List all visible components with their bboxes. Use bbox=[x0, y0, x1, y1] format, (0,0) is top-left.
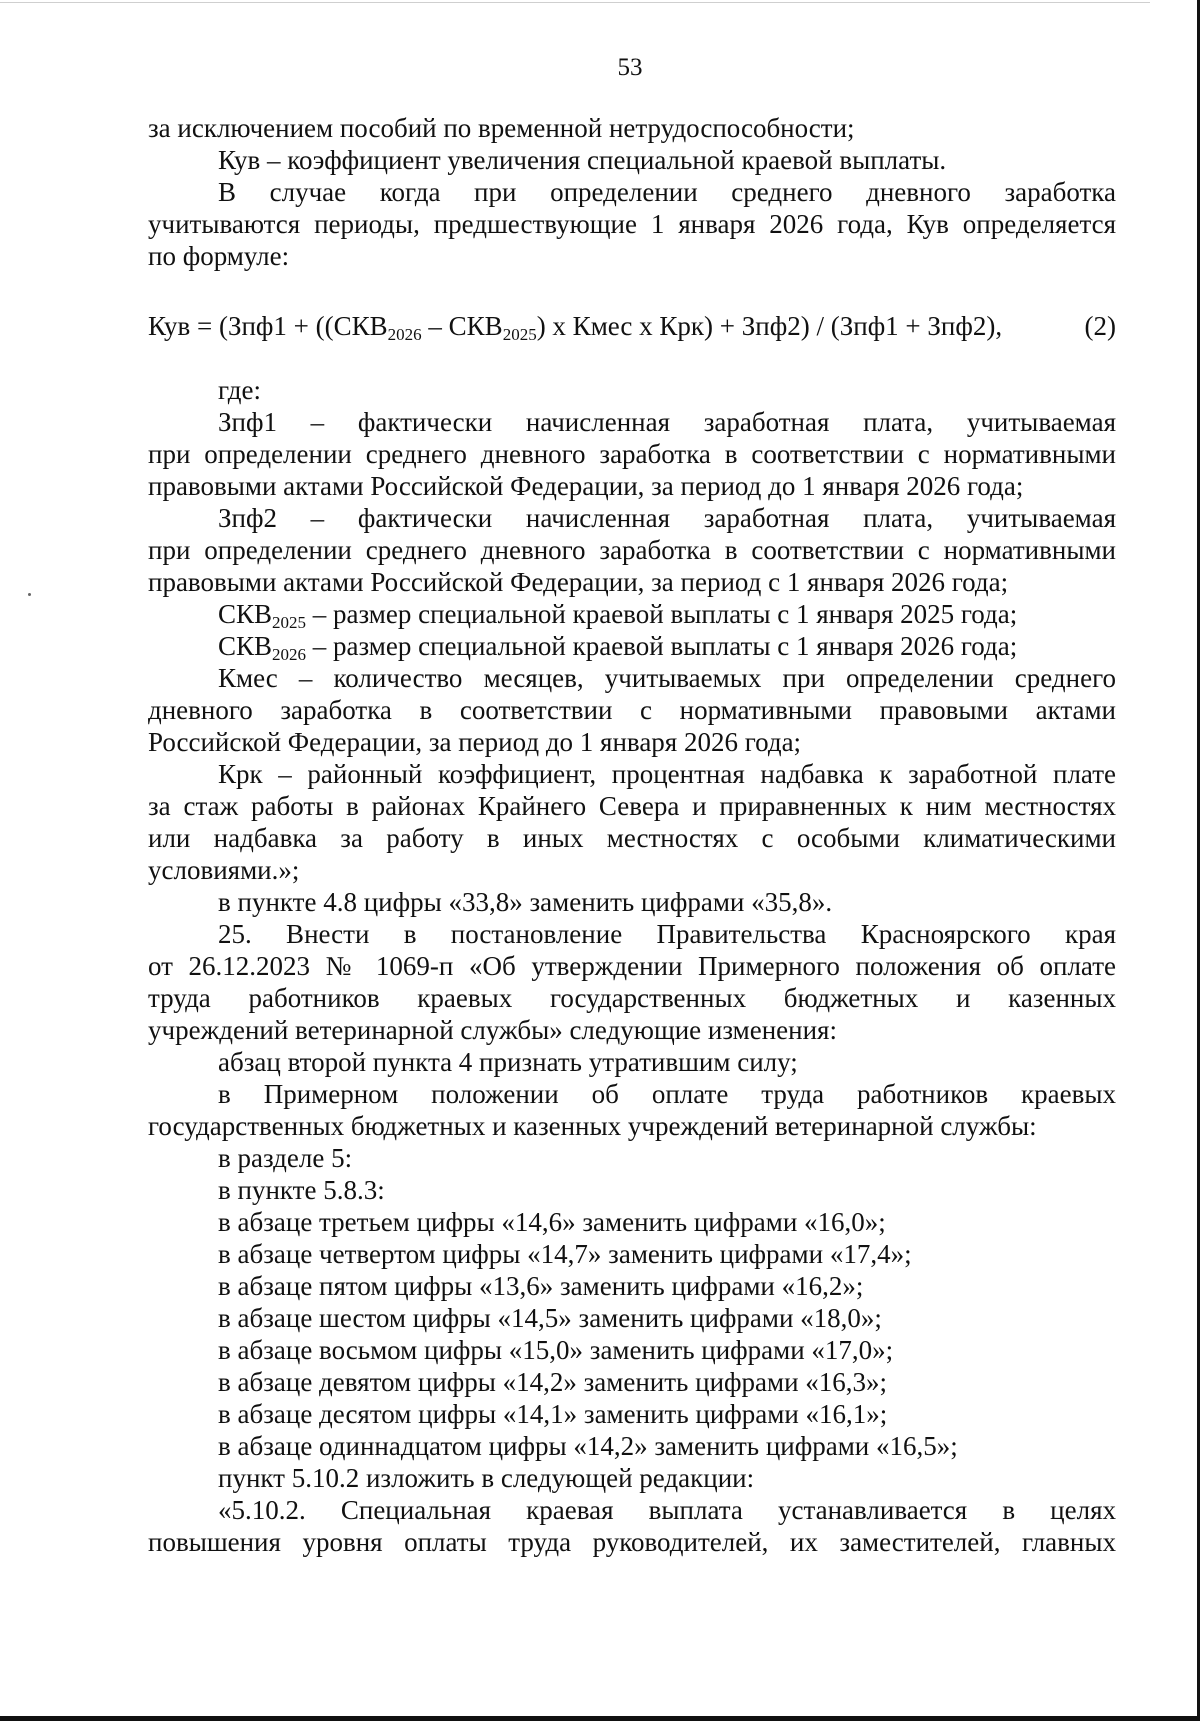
text-line: условиями.»; bbox=[148, 855, 300, 885]
where-label: где: bbox=[218, 375, 261, 405]
text-line: абзац второй пункта 4 признать утратившим силу; bbox=[218, 1047, 798, 1077]
skv2025-definition: $СКВ_{2025}$ – размер специальной краевой выплаты с 1 января 2025 года; bbox=[218, 599, 1018, 630]
text-line: «5.10.2. Специальная краевая выплата устанавливается в целях bbox=[218, 1495, 1116, 1525]
text-line: учреждений ветеринарной службы» следующие изменения: bbox=[148, 1015, 837, 1045]
text-line: в абзаце восьмом цифры «15,0» заменить цифрами «17,0»; bbox=[218, 1335, 894, 1365]
text-line: Зпф1 – фактически начисленная заработная плата, учитываемая bbox=[218, 407, 1116, 437]
text-line: 25. Внести в постановление Правительства Красноярского края bbox=[218, 919, 1116, 949]
intro-paragraph bbox=[148, 112, 1116, 272]
text-line: правовыми актами Российской Федерации, за период до 1 января 2026 года; bbox=[148, 471, 1024, 501]
text-line: в абзаце шестом цифры «14,5» заменить цифрами «18,0»; bbox=[218, 1303, 882, 1333]
text-line: в абзаце десятом цифры «14,1» заменить цифрами «16,1»; bbox=[218, 1399, 888, 1429]
text-line: повышения уровня оплаты труда руководителей, их заместителей, главных bbox=[148, 1527, 1116, 1557]
text-line: в пункте 4.8 цифры «33,8» заменить цифрами «35,8». bbox=[218, 887, 833, 917]
text-line: В случае когда при определении среднего дневного заработка bbox=[218, 177, 1116, 207]
text-line: учитываются периоды, предшествующие 1 января 2026 года, Кув определяется bbox=[148, 209, 1116, 239]
text-line: труда работников краевых государственных бюджетных и казенных bbox=[148, 983, 1116, 1013]
formula-2 bbox=[148, 308, 1116, 344]
text-line: Кмес – количество месяцев, учитываемых при определении среднего bbox=[218, 663, 1116, 693]
scan-edge-top bbox=[0, 2, 1150, 3]
page-number: 53 bbox=[617, 54, 643, 81]
text-line: в абзаце четвертом цифры «14,7» заменить цифрами «17,4»; bbox=[218, 1239, 912, 1269]
scan-speck bbox=[28, 593, 31, 596]
text-line: в пункте 5.8.3: bbox=[218, 1175, 385, 1205]
text-line: пункт 5.10.2 изложить в следующей редакции: bbox=[218, 1463, 755, 1493]
text-line: при определении среднего дневного заработка в соответствии с нормативными bbox=[148, 439, 1116, 469]
text-line: по формуле: bbox=[148, 241, 290, 271]
skv2026-definition: $СКВ_{2026}$ – размер специальной краевой выплаты с 1 января 2026 года; bbox=[218, 631, 1018, 662]
formula-number: (2) bbox=[1084, 311, 1116, 341]
text-line: государственных бюджетных и казенных учреждений ветеринарной службы: bbox=[148, 1111, 1037, 1141]
text-line: дневного заработка в соответствии с нормативными правовыми актами bbox=[148, 695, 1116, 725]
text-line: при определении среднего дневного заработка в соответствии с нормативными bbox=[148, 535, 1116, 565]
text-line: или надбавка за работу в иных местностях с особыми климатическими bbox=[148, 823, 1116, 853]
text-line: за исключением пособий по временной нетрудоспособности; bbox=[148, 113, 855, 143]
text-line: в абзаце одиннадцатом цифры «14,2» заменить цифрами «16,5»; bbox=[218, 1431, 958, 1461]
text-line: Крк – районный коэффициент, процентная надбавка к заработной плате bbox=[218, 759, 1116, 789]
definitions bbox=[148, 374, 1116, 1558]
text-line: в Примерном положении об оплате труда работников краевых bbox=[218, 1079, 1116, 1109]
text-line: за стаж работы в районах Крайнего Севера и приравненных к ним местностях bbox=[148, 791, 1116, 821]
scan-edge-bottom bbox=[0, 1716, 1200, 1721]
text-line: правовыми актами Российской Федерации, за период с 1 января 2026 года; bbox=[148, 567, 1009, 597]
text-line: Зпф2 – фактически начисленная заработная плата, учитываемая bbox=[218, 503, 1116, 533]
text-line: в абзаце пятом цифры «13,6» заменить цифрами «16,2»; bbox=[218, 1271, 864, 1301]
text-line: в абзаце девятом цифры «14,2» заменить цифрами «16,3»; bbox=[218, 1367, 888, 1397]
text-line: в разделе 5: bbox=[218, 1143, 353, 1173]
text-line: в абзаце третьем цифры «14,6» заменить цифрами «16,0»; bbox=[218, 1207, 886, 1237]
text-line: от 26.12.2023 № 1069-п «Об утверждении Примерного положения об оплате bbox=[148, 951, 1116, 981]
text-line: Кув – коэффициент увеличения специальной краевой выплаты. bbox=[218, 145, 947, 175]
text-line: Российской Федерации, за период до 1 января 2026 года; bbox=[148, 727, 802, 757]
formula-expression: Кув = ($Зпф1 + ((СКВ_{2026} - СКВ_{2025})$ х Кмес х Крк) + Зпф2) / (Зпф1 + Зпф2), bbox=[148, 311, 1003, 344]
